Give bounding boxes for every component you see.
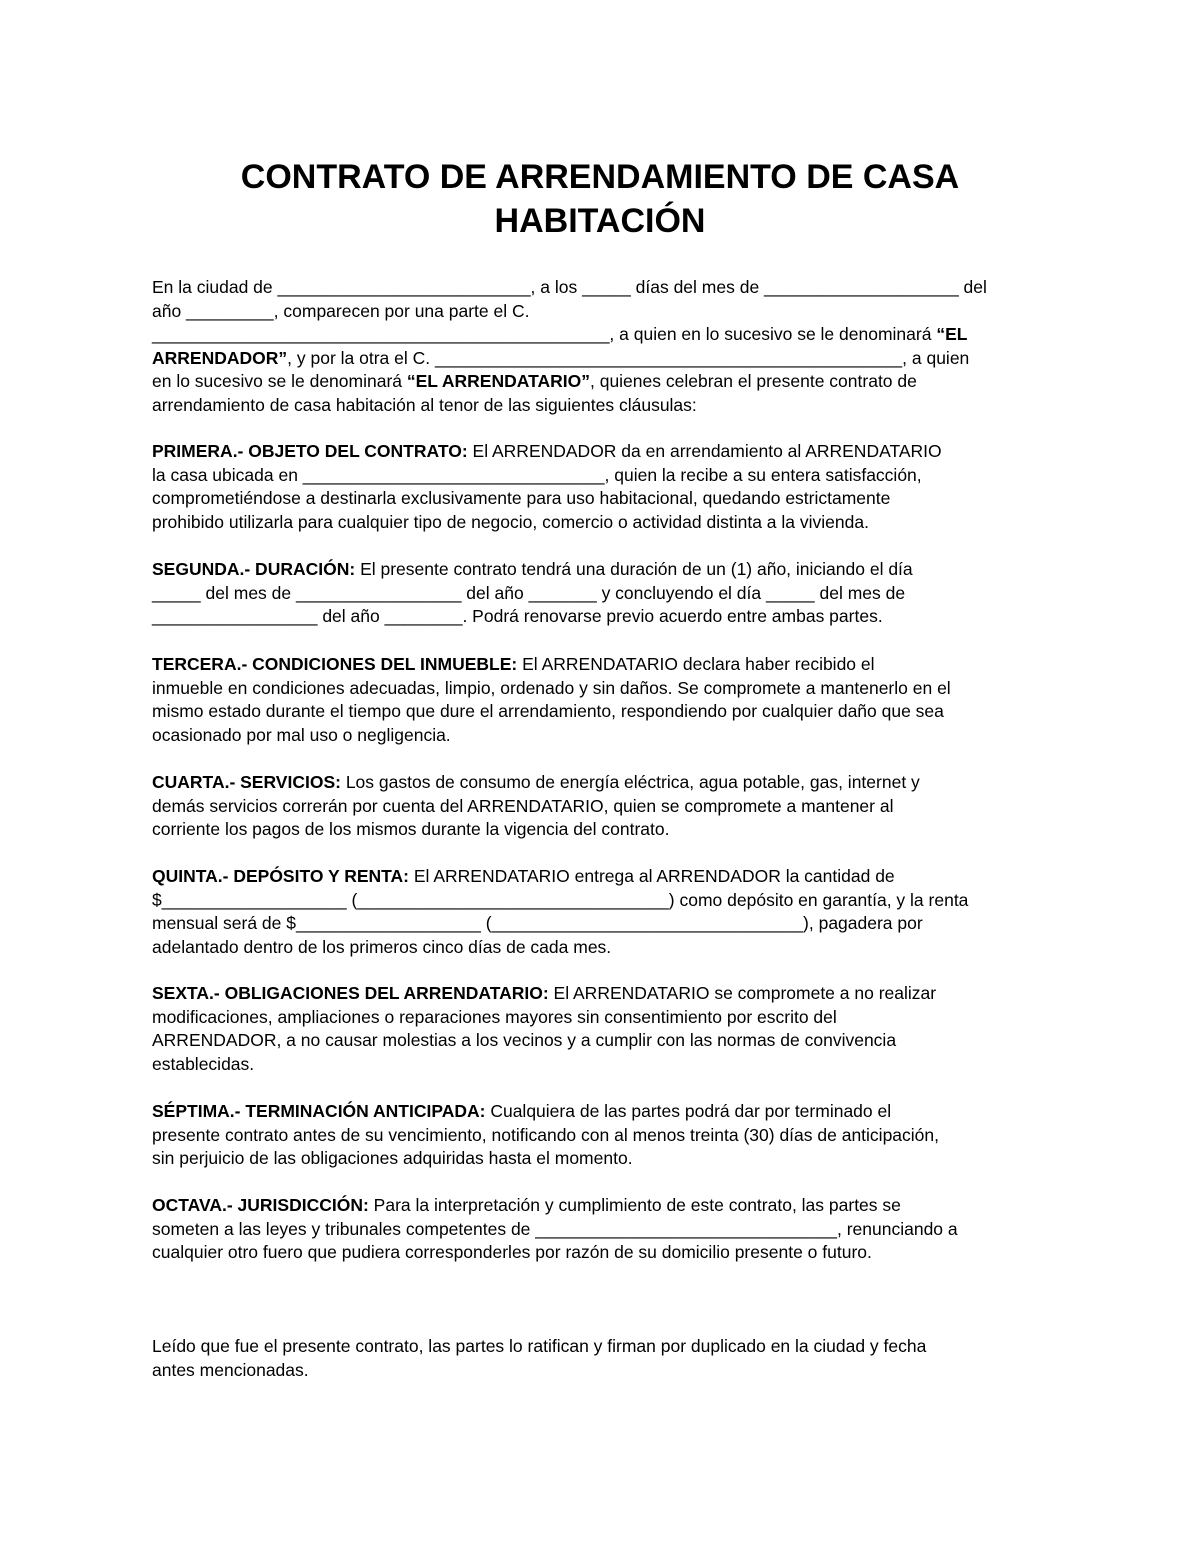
clause-text: Los gastos de consumo de energía eléctrica, agua potable, gas, internet y: [340, 772, 920, 792]
closing-paragraph: [152, 1335, 1052, 1382]
clause-line: cualquier otro fuero que pudiera corresponderles por razón de su domicilio presente o futuro.: [152, 1242, 872, 1262]
clause-line: demás servicios correrán por cuenta del ARRENDATARIO, quien se compromete a mantener al: [152, 795, 894, 816]
clause-heading: SEGUNDA.- DURACIÓN:: [152, 559, 356, 579]
clause-line: [152, 558, 1052, 582]
clause-line: modificaciones, ampliaciones o reparaciones mayores sin consentimiento por escrito del: [152, 1006, 837, 1027]
clause-line: comprometiéndose a destinarla exclusivamente para uso habitacional, quedando estrictamente: [152, 488, 891, 508]
clause-text: Cualquiera de las partes podrá dar por terminado el: [485, 1101, 892, 1121]
title-line-1: CONTRATO DE ARRENDAMIENTO DE CASA: [240, 158, 960, 196]
intro-text: _______________________________________________, a quien en lo sucesivo se le denominará: [152, 324, 937, 344]
intro-text: , y por la otra el C. ________________________________________________, a quien: [287, 347, 970, 368]
clause-segunda: [152, 558, 1052, 629]
intro-bold-text: “EL: [936, 324, 968, 344]
intro-line: En la ciudad de __________________________, a los _____ días del mes de ____________________ del: [152, 277, 987, 297]
intro-line: año _________, comparecen por una parte el C.: [152, 300, 530, 321]
clause-line: [152, 653, 1052, 677]
clause-line: establecidas.: [152, 1053, 255, 1074]
clause-octava: [152, 1194, 1052, 1265]
clause-line: mensual será de $___________________ (________________________________), pagadera por: [152, 913, 923, 933]
intro-text: , quienes celebran el presente contrato de: [589, 371, 917, 391]
clause-line: [152, 1100, 1052, 1124]
clause-text: El ARRENDATARIO declara haber recibido el: [517, 654, 875, 674]
closing-line: Leído que fue el presente contrato, las partes lo ratifican y firman por duplicado en la ciudad y fecha: [152, 1336, 927, 1356]
clause-tercera: [152, 653, 1052, 747]
clause-line: [152, 1194, 1052, 1218]
clause-line: adelantado dentro de los primeros cinco días de cada mes.: [152, 936, 612, 957]
clause-text: Para la interpretación y cumplimiento de este contrato, las partes se: [368, 1195, 901, 1215]
intro-line: arrendamiento de casa habitación al tenor de las siguientes cláusulas:: [152, 394, 697, 415]
intro-line: [152, 370, 1052, 394]
intro-text: en lo sucesivo se le denominará: [152, 371, 407, 391]
clause-line: [152, 982, 1052, 1006]
clause-line: corriente los pagos de los mismos durante la vigencia del contrato.: [152, 819, 670, 839]
clause-heading: CUARTA.- SERVICIOS:: [152, 772, 341, 792]
clause-line: _________________ del año ________. Podrá renovarse previo acuerdo entre ambas partes.: [152, 606, 883, 626]
closing-line: antes mencionadas.: [152, 1359, 309, 1380]
clause-heading: QUINTA.- DEPÓSITO Y RENTA:: [152, 866, 410, 886]
clause-line: mismo estado durante el tiempo que dure el arrendamiento, respondiendo por cualquier daño que sea: [152, 701, 944, 721]
clause-sexta: [152, 982, 1052, 1076]
clause-heading: SÉPTIMA.- TERMINACIÓN ANTICIPADA:: [152, 1101, 486, 1121]
intro-bold-text: “EL ARRENDATARIO”: [406, 371, 590, 391]
clause-septima: [152, 1100, 1052, 1171]
clause-text: El presente contrato tendrá una duración de un (1) año, iniciando el día: [355, 559, 913, 579]
page-title: [0, 155, 1200, 243]
clause-text: El ARRENDADOR da en arrendamiento al ARRENDATARIO: [467, 441, 942, 461]
intro-line: [152, 323, 1052, 347]
clause-line: someten a las leyes y tribunales competentes de _______________________________, renunciando a: [152, 1218, 958, 1239]
clause-primera: [152, 440, 1052, 534]
clause-line: [152, 865, 1052, 889]
intro-line: [152, 347, 1052, 371]
clause-text: El ARRENDATARIO se compromete a no realizar: [548, 983, 937, 1003]
clause-line: [152, 440, 1052, 464]
clause-line: _____ del mes de _________________ del año _______ y concluyendo el día _____ del mes de: [152, 582, 906, 603]
intro-bold-text: ARRENDADOR”: [152, 347, 288, 368]
clause-heading: TERCERA.- CONDICIONES DEL INMUEBLE:: [152, 654, 518, 674]
clause-line: $___________________ (________________________________) como depósito en garantía, y la renta: [152, 889, 969, 910]
clause-line: inmueble en condiciones adecuadas, limpio, ordenado y sin daños. Se compromete a mantenerlo en el: [152, 677, 951, 698]
clause-line: prohibido utilizarla para cualquier tipo de negocio, comercio o actividad distinta a la vivienda.: [152, 511, 869, 532]
clause-heading: PRIMERA.- OBJETO DEL CONTRATO:: [152, 441, 468, 461]
clause-line: la casa ubicada en _______________________________, quien la recibe a su entera satisfacción,: [152, 464, 922, 485]
title-line-2: HABITACIÓN: [494, 202, 706, 240]
clause-line: presente contrato antes de su vencimiento, notificando con al menos treinta (30) días de anticipación,: [152, 1124, 939, 1145]
intro-paragraph: [152, 276, 1052, 417]
clause-heading: OCTAVA.- JURISDICCIÓN:: [152, 1195, 369, 1215]
clause-line: ARRENDADOR, a no causar molestias a los vecinos y a cumplir con las normas de convivencia: [152, 1030, 897, 1050]
clause-heading: SEXTA.- OBLIGACIONES DEL ARRENDATARIO:: [152, 983, 549, 1003]
clause-line: ocasionado por mal uso o negligencia.: [152, 724, 451, 745]
clause-text: El ARRENDATARIO entrega al ARRENDADOR la cantidad de: [409, 866, 895, 886]
clause-line: sin perjuicio de las obligaciones adquiridas hasta el momento.: [152, 1148, 633, 1168]
clause-line: [152, 771, 1052, 795]
clause-cuarta: [152, 771, 1052, 842]
clause-quinta: [152, 865, 1052, 959]
